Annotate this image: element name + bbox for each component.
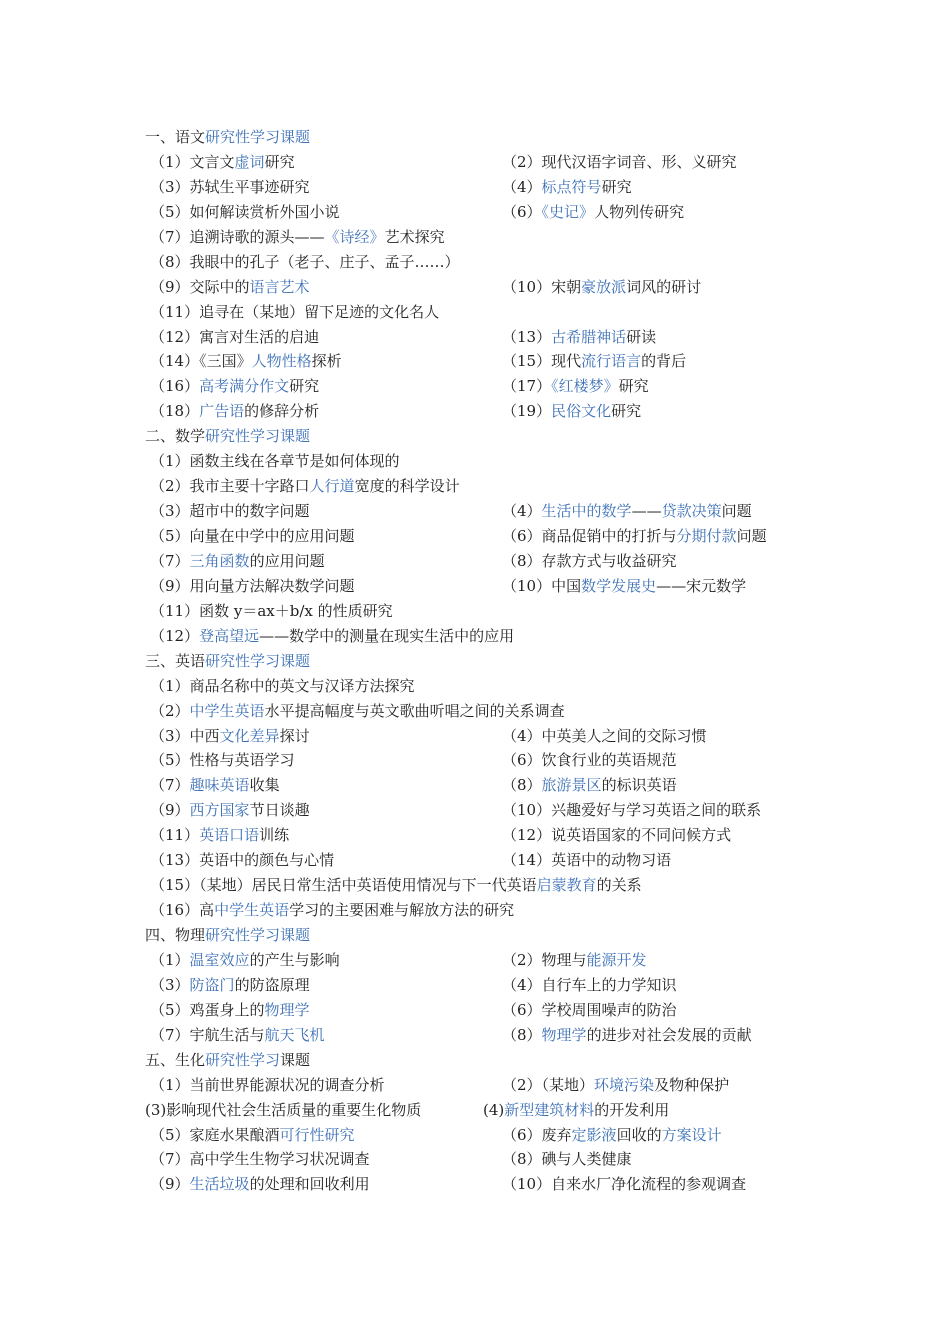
- keyword-link[interactable]: 语言艺术: [249, 277, 310, 296]
- text-segment: (3)影响现代社会生活质量的重要生化物质: [145, 1100, 422, 1119]
- text-segment: 的产生与影响: [249, 950, 340, 969]
- keyword-link[interactable]: 流行语言: [581, 352, 642, 371]
- topic-row: [145, 225, 825, 250]
- text-segment: （10）兴趣爱好与学习英语之间的联系: [502, 801, 762, 820]
- text-segment: 问题: [736, 527, 767, 545]
- topic-left: [150, 898, 514, 923]
- text-segment: 宽度的科学设计: [354, 477, 460, 496]
- topic-left: [150, 624, 514, 649]
- keyword-link[interactable]: 定影液: [571, 1125, 617, 1144]
- topic-left: [150, 1123, 355, 1148]
- text-segment: 问题: [721, 502, 752, 521]
- text-segment: （6）学校周围噪声的防治: [502, 1000, 677, 1019]
- topic-row: [145, 823, 825, 848]
- topic-left: [150, 674, 415, 699]
- keyword-link[interactable]: 物理学: [264, 1000, 310, 1019]
- topic-row: [145, 948, 825, 973]
- keyword-link[interactable]: 研究性学习课题: [205, 128, 311, 146]
- keyword-link[interactable]: 古希腊神话: [551, 327, 627, 346]
- topic-right: [502, 200, 684, 225]
- topic-row: [145, 1023, 825, 1048]
- text-segment: 回收的: [616, 1125, 662, 1144]
- topic-right: [502, 399, 641, 424]
- text-segment: （10）中国: [502, 576, 582, 595]
- text-segment: （4）: [502, 177, 542, 196]
- topic-row: [145, 848, 825, 873]
- text-segment: （16）高: [150, 901, 215, 920]
- topic-right: [502, 1172, 746, 1197]
- text-segment: （5）家庭水果酿酒: [150, 1125, 280, 1144]
- topic-row: [145, 250, 825, 275]
- text-segment: （3）: [150, 975, 190, 994]
- topic-left: [150, 549, 325, 574]
- topic-left: [150, 300, 439, 325]
- text-segment: （8）碘与人类健康: [502, 1150, 632, 1169]
- keyword-link[interactable]: 文化差异: [219, 726, 280, 745]
- text-segment: （2）（某地）: [502, 1075, 595, 1094]
- topic-row: [145, 873, 825, 898]
- keyword-link[interactable]: 高考满分作文: [199, 377, 290, 396]
- text-segment: 的进步对社会发展的贡献: [586, 1025, 752, 1044]
- topic-row: [145, 300, 825, 325]
- topic-left: [150, 200, 340, 225]
- topic-left: [150, 1023, 325, 1048]
- text-segment: ——数学中的测量在现实生活中的应用: [259, 626, 515, 645]
- topic-left: [150, 823, 289, 848]
- text-segment: 收集: [249, 776, 280, 795]
- text-segment: 及物种保护: [654, 1075, 730, 1094]
- keyword-link[interactable]: 研究性学习: [205, 1050, 281, 1069]
- text-segment: 研究: [289, 377, 320, 396]
- text-segment: （17）: [502, 377, 552, 396]
- topic-row: [145, 724, 825, 749]
- topic-row: [145, 1073, 825, 1098]
- topic-left: [150, 449, 400, 474]
- topic-left: [150, 998, 310, 1023]
- topic-left: [150, 724, 310, 749]
- section-heading: [145, 649, 825, 674]
- text-segment: （11）: [150, 826, 200, 845]
- topic-left: [150, 599, 393, 624]
- topic-row: [145, 175, 825, 200]
- keyword-link[interactable]: 广告语: [199, 402, 245, 421]
- keyword-link[interactable]: 趣味英语: [189, 776, 250, 795]
- text-segment: （2）我市主要十字路口: [150, 477, 310, 496]
- topic-row: [145, 200, 825, 225]
- text-segment: （6）商品促销中的打折与: [502, 527, 677, 545]
- topic-right: [502, 998, 677, 1023]
- topic-left: [150, 150, 295, 175]
- text-segment: （1）当前世界能源状况的调查分析: [150, 1075, 385, 1094]
- topic-right: [502, 574, 746, 599]
- text-segment: 五、生化: [145, 1050, 206, 1069]
- text-segment: （9）用向量方法解决数学问题: [150, 576, 355, 595]
- topic-right: [502, 325, 656, 350]
- topic-right: [502, 724, 707, 749]
- keyword-link[interactable]: 《诗经》: [324, 227, 385, 246]
- topic-right: [502, 499, 752, 524]
- topic-row: [145, 275, 825, 300]
- topic-row: [145, 699, 825, 724]
- text-segment: 四、物理: [145, 926, 206, 944]
- topic-row: [145, 325, 825, 350]
- text-segment: （1）商品名称中的英文与汉译方法探究: [150, 676, 415, 695]
- text-segment: 人物列传研究: [594, 202, 685, 221]
- keyword-link[interactable]: 西方国家: [189, 801, 250, 820]
- keyword-link[interactable]: 登高望远: [199, 626, 260, 645]
- topic-left: [150, 275, 310, 300]
- topic-left: [150, 848, 334, 873]
- topic-left: [150, 225, 445, 250]
- topic-right: [502, 798, 761, 823]
- topic-row: [145, 150, 825, 175]
- topic-left: [150, 973, 310, 998]
- topic-left: [150, 250, 460, 275]
- text-segment: 的修辞分析: [244, 402, 320, 421]
- text-segment: （7）高中学生生物学习状况调查: [150, 1150, 370, 1169]
- keyword-link[interactable]: 航天飞机: [264, 1025, 325, 1044]
- topic-right: [502, 374, 649, 399]
- keyword-link[interactable]: 方案设计: [661, 1125, 722, 1144]
- topic-row: [145, 998, 825, 1023]
- text-segment: 的处理和回收利用: [249, 1175, 370, 1194]
- topic-left: [150, 699, 565, 724]
- topic-row: [145, 574, 825, 599]
- topic-right: [502, 773, 677, 798]
- keyword-link[interactable]: 《史记》: [541, 202, 595, 221]
- keyword-link[interactable]: 贷款决策: [661, 502, 722, 521]
- keyword-link[interactable]: 人物性格: [251, 352, 312, 371]
- topic-right: [502, 948, 647, 973]
- topic-row: [145, 973, 825, 998]
- document-body: [145, 125, 825, 1197]
- topic-left: [145, 1098, 421, 1123]
- keyword-link[interactable]: 旅游景区: [541, 776, 602, 795]
- topic-row: [145, 773, 825, 798]
- text-segment: （6）饮食行业的英语规范: [502, 751, 677, 770]
- topic-row: [145, 748, 825, 773]
- text-segment: 研究: [618, 377, 649, 396]
- text-segment: （2）物理与: [502, 950, 587, 969]
- topic-row: [145, 1098, 825, 1123]
- topic-row: [145, 524, 825, 549]
- topic-right: [502, 1073, 729, 1098]
- topic-right: [502, 524, 767, 549]
- topic-right: [483, 1098, 669, 1123]
- topic-right: [502, 175, 632, 200]
- keyword-link[interactable]: 豪放派: [581, 277, 627, 296]
- topic-right: [502, 823, 731, 848]
- text-segment: （14）英语中的动物习语: [502, 851, 672, 870]
- text-segment: （6）废弃: [502, 1125, 572, 1144]
- keyword-link[interactable]: 人行道: [309, 477, 355, 496]
- topic-left: [150, 873, 642, 898]
- topic-right: [502, 973, 677, 998]
- keyword-link[interactable]: 中学生英语: [189, 701, 265, 720]
- text-segment: （3）中西: [150, 726, 220, 745]
- text-segment: 艺术探究: [384, 227, 445, 246]
- keyword-link[interactable]: 研究性学习课题: [205, 427, 311, 446]
- topic-row: [145, 674, 825, 699]
- text-segment: 的背后: [641, 352, 687, 371]
- topic-row: [145, 399, 825, 424]
- keyword-link[interactable]: 《红楼梦》: [551, 377, 619, 396]
- topic-right: [502, 549, 677, 574]
- text-segment: 二、数学: [145, 427, 206, 446]
- keyword-link[interactable]: 民俗文化: [551, 402, 612, 421]
- topic-right: [502, 349, 686, 374]
- text-segment: （13）: [502, 327, 552, 346]
- text-segment: （8）存款方式与收益研究: [502, 551, 677, 570]
- text-segment: （6）: [502, 202, 542, 221]
- topic-right: [502, 1123, 722, 1148]
- topic-left: [150, 175, 310, 200]
- text-segment: 一、语文: [145, 128, 206, 146]
- text-segment: ——: [631, 502, 662, 521]
- text-segment: （12）说英语国家的不同问候方式: [502, 826, 732, 845]
- section-heading: [145, 923, 825, 948]
- topic-row: [145, 1147, 825, 1172]
- keyword-link[interactable]: 英语口语: [199, 826, 260, 845]
- keyword-link[interactable]: 环境污染: [594, 1075, 655, 1094]
- text-segment: （11）函数 y＝ax＋b/x 的性质研究: [150, 601, 393, 620]
- text-segment: 三、英语: [145, 651, 206, 670]
- topic-right: [502, 1023, 752, 1048]
- text-segment: （12）寓言对生活的启迪: [150, 327, 320, 346]
- topic-row: [145, 474, 825, 499]
- text-segment: 的关系: [596, 876, 642, 895]
- topic-row: [145, 599, 825, 624]
- keyword-link[interactable]: 标点符号: [541, 177, 602, 196]
- text-segment: （12）: [150, 626, 200, 645]
- text-segment: （5）鸡蛋身上的: [150, 1000, 265, 1019]
- text-segment: （7）追溯诗歌的源头——: [150, 227, 325, 246]
- topic-left: [150, 499, 310, 524]
- topic-row: [145, 898, 825, 923]
- text-segment: （8）我眼中的孔子（老子、庄子、孟子……）: [150, 252, 460, 271]
- text-segment: 的防盗原理: [234, 975, 310, 994]
- text-segment: （18）: [150, 402, 200, 421]
- topic-row: [145, 374, 825, 399]
- topic-left: [150, 349, 342, 374]
- keyword-link[interactable]: 分期付款: [676, 527, 737, 545]
- topic-left: [150, 574, 355, 599]
- text-segment: （4）: [502, 502, 542, 521]
- keyword-link[interactable]: 数学发展史: [581, 576, 657, 595]
- text-segment: 课题: [280, 1050, 311, 1069]
- keyword-link[interactable]: 可行性研究: [279, 1125, 355, 1144]
- keyword-link[interactable]: 研究性学习课题: [205, 651, 311, 670]
- text-segment: （7）宇航生活与: [150, 1025, 265, 1044]
- text-segment: 水平提高幅度与英文歌曲听唱之间的关系调查: [264, 701, 565, 720]
- keyword-link[interactable]: 防盗门: [189, 975, 235, 994]
- text-segment: 的应用问题: [249, 551, 325, 570]
- text-segment: （5）如何解读赏析外国小说: [150, 202, 340, 221]
- text-segment: (4): [483, 1100, 505, 1119]
- text-segment: （7）: [150, 776, 190, 795]
- text-segment: （1）文言文: [150, 152, 235, 171]
- topic-left: [150, 374, 319, 399]
- keyword-link[interactable]: 能源开发: [586, 950, 647, 969]
- text-segment: 学习的主要困难与解放方法的研究: [289, 901, 515, 920]
- text-segment: （9）: [150, 1175, 190, 1194]
- text-segment: 的标识英语: [601, 776, 677, 795]
- keyword-link[interactable]: 虚词: [234, 152, 265, 171]
- topic-left: [150, 1073, 385, 1098]
- topic-row: [145, 1172, 825, 1197]
- text-segment: 研究: [611, 402, 642, 421]
- text-segment: （5）向量在中学中的应用问题: [150, 527, 355, 545]
- topic-row: [145, 349, 825, 374]
- text-segment: （10）宋朝: [502, 277, 582, 296]
- text-segment: 研究: [264, 152, 295, 171]
- topic-row: [145, 549, 825, 574]
- text-segment: （2）现代汉语字词音、形、义研究: [502, 152, 737, 171]
- text-segment: （16）: [150, 377, 200, 396]
- topic-left: [150, 948, 340, 973]
- keyword-link[interactable]: 研究性学习课题: [205, 926, 311, 944]
- topic-left: [150, 524, 355, 549]
- topic-left: [150, 748, 295, 773]
- keyword-link[interactable]: 中学生英语: [214, 901, 290, 920]
- topic-left: [150, 399, 319, 424]
- text-segment: ——宋元数学: [656, 576, 747, 595]
- text-segment: （9）交际中的: [150, 277, 250, 296]
- keyword-link[interactable]: 三角函数: [189, 551, 250, 570]
- keyword-link[interactable]: 生活垃圾: [189, 1175, 250, 1194]
- keyword-link[interactable]: 温室效应: [189, 950, 250, 969]
- topic-right: [502, 150, 737, 175]
- topic-left: [150, 325, 319, 350]
- text-segment: 训练: [259, 826, 290, 845]
- text-segment: 研读: [626, 327, 657, 346]
- text-segment: （7）: [150, 551, 190, 570]
- text-segment: （8）: [502, 1025, 542, 1044]
- topic-left: [150, 474, 460, 499]
- text-segment: （4）中英美人之间的交际习惯: [502, 726, 707, 745]
- topic-row: [145, 449, 825, 474]
- keyword-link[interactable]: 物理学: [541, 1025, 587, 1044]
- topic-left: [150, 773, 280, 798]
- keyword-link[interactable]: 启蒙教育: [536, 876, 597, 895]
- section-heading: [145, 1048, 825, 1073]
- section-heading: [145, 125, 825, 150]
- topic-right: [502, 275, 701, 300]
- text-segment: （5）性格与英语学习: [150, 751, 295, 770]
- text-segment: （3）苏轼生平事迹研究: [150, 177, 310, 196]
- topic-left: [150, 1172, 370, 1197]
- text-segment: 节日谈趣: [249, 801, 310, 820]
- text-segment: （1）函数主线在各章节是如何体现的: [150, 452, 400, 471]
- section-heading: [145, 424, 825, 449]
- text-segment: （4）自行车上的力学知识: [502, 975, 677, 994]
- text-segment: （15）现代: [502, 352, 582, 371]
- topic-left: [150, 1147, 370, 1172]
- topic-row: [145, 499, 825, 524]
- text-segment: （8）: [502, 776, 542, 795]
- keyword-link[interactable]: 生活中的数学: [541, 502, 632, 521]
- text-segment: 探析: [311, 352, 342, 371]
- text-segment: （3）超市中的数字问题: [150, 502, 310, 521]
- topic-left: [150, 798, 310, 823]
- topic-row: [145, 1123, 825, 1148]
- topic-right: [502, 1147, 632, 1172]
- text-segment: 词风的研讨: [626, 277, 702, 296]
- text-segment: 探讨: [279, 726, 310, 745]
- text-segment: （19）: [502, 402, 552, 421]
- topic-row: [145, 798, 825, 823]
- text-segment: （14）《三国》: [150, 352, 252, 371]
- text-segment: 研究: [601, 177, 632, 196]
- topic-right: [502, 848, 671, 873]
- topic-right: [502, 748, 677, 773]
- text-segment: （2）: [150, 701, 190, 720]
- topic-row: [145, 624, 825, 649]
- text-segment: （13）英语中的颜色与心情: [150, 851, 335, 870]
- text-segment: （11）追寻在（某地）留下足迹的文化名人: [150, 302, 440, 321]
- text-segment: （9）: [150, 801, 190, 820]
- text-segment: 的开发利用: [594, 1100, 670, 1119]
- keyword-link[interactable]: 新型建筑材料: [504, 1100, 595, 1119]
- text-segment: （1）: [150, 950, 190, 969]
- text-segment: （10）自来水厂净化流程的参观调查: [502, 1175, 747, 1194]
- text-segment: （15）（某地）居民日常生活中英语使用情况与下一代英语: [150, 876, 537, 895]
